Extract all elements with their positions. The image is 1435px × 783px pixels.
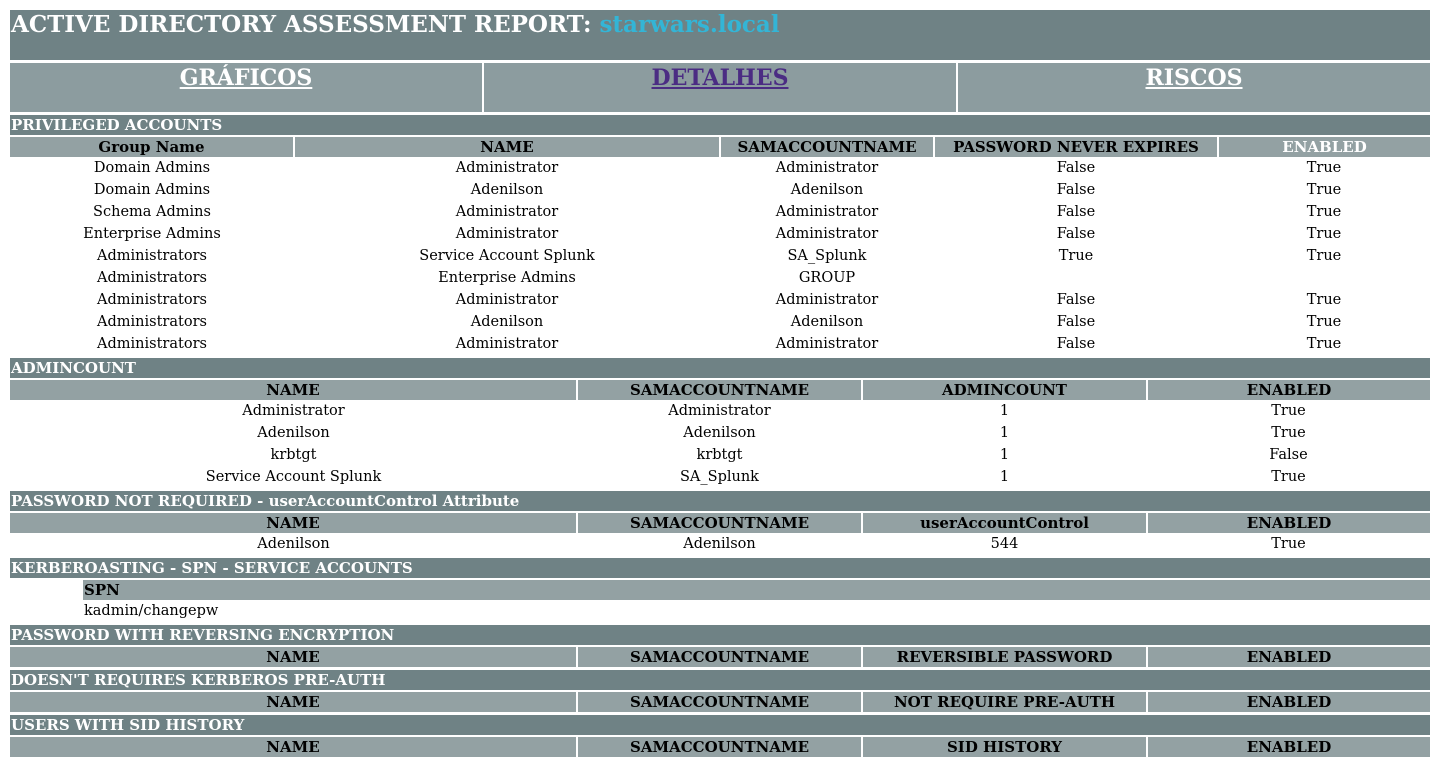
- cell-name: Service Account Splunk: [205, 469, 382, 485]
- column-header: SAMACCOUNTNAME: [577, 692, 862, 712]
- cell-samaccountname: SA_Splunk: [787, 248, 867, 264]
- cell-group-name: Administrators: [97, 336, 207, 352]
- column-header: NAME: [10, 692, 577, 712]
- cell-password-never-expires: False: [1056, 336, 1096, 352]
- table-row: [10, 267, 1430, 289]
- column-header: ENABLED: [1218, 137, 1430, 157]
- cell-enabled: True: [1306, 182, 1342, 198]
- cell-name: Administrator: [455, 226, 559, 242]
- tab-detalhes: [482, 63, 956, 112]
- admincount-table: [10, 380, 1430, 488]
- tab-graficos: [10, 63, 482, 112]
- column-header: SAMACCOUNTNAME: [577, 513, 862, 533]
- cell-name: Administrator: [455, 204, 559, 220]
- tab-riscos: [956, 63, 1430, 112]
- cell-name: Administrator: [242, 403, 345, 419]
- table-row: [10, 245, 1430, 267]
- cell-enabled: [1218, 267, 1430, 289]
- section-admincount: ADMINCOUNT: [10, 358, 1430, 378]
- table-header-row: [10, 380, 1430, 400]
- cell-group-name: Administrators: [97, 270, 207, 286]
- table-row: [10, 157, 1430, 179]
- section-kerberoasting: KERBEROASTING - SPN - SERVICE ACCOUNTS: [10, 558, 1430, 578]
- cell-password-never-expires: False: [1056, 292, 1096, 308]
- cell-password-never-expires: False: [1056, 226, 1096, 242]
- spn-table: [83, 580, 1430, 622]
- column-header: SAMACCOUNTNAME: [577, 737, 862, 757]
- cell-enabled: True: [1271, 469, 1306, 485]
- cell-password-never-expires: False: [1056, 160, 1096, 176]
- column-header: userAccountControl: [862, 513, 1147, 533]
- cell-password-never-expires: [934, 267, 1218, 289]
- table-header-row: [10, 692, 1430, 712]
- cell-enabled: True: [1306, 248, 1342, 264]
- spn-header: SPN: [83, 580, 1430, 600]
- section-kerberos-preauth: DOESN'T REQUIRES KERBEROS PRE-AUTH: [10, 670, 1430, 690]
- cell-enabled: True: [1306, 336, 1342, 352]
- cell-enabled: True: [1271, 403, 1306, 419]
- cell-name: Adenilson: [257, 536, 330, 552]
- column-header: NAME: [10, 513, 577, 533]
- graficos-link[interactable]: GRÁFICOS: [179, 65, 313, 91]
- table-row: [10, 289, 1430, 311]
- column-header: SID HISTORY: [862, 737, 1147, 757]
- section-sid-history: USERS WITH SID HISTORY: [10, 715, 1430, 735]
- table-header-row: [10, 137, 1430, 157]
- cell-password-never-expires: False: [1056, 204, 1096, 220]
- table-row: [10, 533, 1430, 555]
- cell-enabled: True: [1306, 292, 1342, 308]
- cell-samaccountname: Administrator: [668, 403, 771, 419]
- table-header-row: [10, 737, 1430, 757]
- cell-name: Service Account Splunk: [419, 248, 595, 264]
- report-title: ACTIVE DIRECTORY ASSESSMENT REPORT:: [11, 11, 600, 38]
- cell-samaccountname: Adenilson: [790, 182, 864, 198]
- column-header: NOT REQUIRE PRE-AUTH: [862, 692, 1147, 712]
- cell-samaccountname: Adenilson: [683, 425, 756, 441]
- cell-enabled: True: [1306, 314, 1342, 330]
- cell-password-never-expires: False: [1056, 182, 1096, 198]
- table-row: [10, 201, 1430, 223]
- cell-name: Adenilson: [257, 425, 330, 441]
- table-row: [10, 311, 1430, 333]
- cell-name: Administrator: [455, 292, 559, 308]
- cell-group-name: Domain Admins: [93, 160, 211, 176]
- cell-password-never-expires: False: [1056, 314, 1096, 330]
- cell-enabled: False: [1269, 447, 1308, 463]
- cell-group-name: Administrators: [97, 248, 207, 264]
- cell-enabled: True: [1306, 160, 1342, 176]
- column-header: ENABLED: [1147, 737, 1430, 757]
- table-header-row: [10, 647, 1430, 667]
- cell-group-name: Schema Admins: [93, 204, 211, 220]
- cell-name: Administrator: [455, 336, 559, 352]
- column-header: NAME: [10, 647, 577, 667]
- riscos-link[interactable]: RISCOS: [1145, 65, 1243, 91]
- cell-admincount: 1: [999, 403, 1010, 419]
- section-password-not-required: PASSWORD NOT REQUIRED - userAccountControl Attribute: [10, 491, 1430, 511]
- table-row: [10, 400, 1430, 422]
- table-row: [10, 333, 1430, 355]
- cell-group-name: Domain Admins: [93, 182, 211, 198]
- table-row: [10, 422, 1430, 444]
- table-header-row: [10, 513, 1430, 533]
- column-header: PASSWORD NEVER EXPIRES: [934, 137, 1218, 157]
- column-header: NAME: [294, 137, 720, 157]
- table-row: [10, 466, 1430, 488]
- cell-name: Enterprise Admins: [438, 270, 576, 286]
- cell-password-never-expires: True: [1058, 248, 1094, 264]
- cell-group-name: Administrators: [97, 292, 207, 308]
- cell-samaccountname: Administrator: [775, 292, 879, 308]
- spn-value: kadmin/changepw: [84, 603, 219, 619]
- cell-group-name: Administrators: [97, 314, 207, 330]
- cell-admincount: 1: [999, 469, 1010, 485]
- cell-samaccountname: Adenilson: [683, 536, 756, 552]
- cell-enabled: True: [1306, 204, 1342, 220]
- column-header: ENABLED: [1147, 692, 1430, 712]
- cell-admincount: 1: [999, 425, 1010, 441]
- nav-bar: [10, 63, 1430, 112]
- column-header: SAMACCOUNTNAME: [577, 380, 862, 400]
- column-header: ENABLED: [1147, 513, 1430, 533]
- privileged-accounts-table: [10, 137, 1430, 355]
- cell-name: Adenilson: [470, 314, 544, 330]
- column-header: NAME: [10, 737, 577, 757]
- cell-name: Adenilson: [470, 182, 544, 198]
- cell-enabled: True: [1271, 425, 1306, 441]
- cell-samaccountname: Administrator: [775, 160, 879, 176]
- sid-history-table: [10, 737, 1430, 757]
- cell-samaccountname: GROUP: [798, 270, 856, 286]
- table-row: [10, 444, 1430, 466]
- kerberos-preauth-table: [10, 692, 1430, 712]
- cell-enabled: True: [1306, 226, 1342, 242]
- column-header: ENABLED: [1147, 647, 1430, 667]
- cell-admincount: 1: [999, 447, 1010, 463]
- cell-samaccountname: SA_Splunk: [680, 469, 759, 485]
- cell-samaccountname: krbtgt: [696, 447, 743, 463]
- report: [10, 10, 1430, 757]
- domain-name: starwars.local: [599, 11, 780, 38]
- column-header: ENABLED: [1147, 380, 1430, 400]
- detalhes-link[interactable]: DETALHES: [651, 65, 789, 91]
- section-reversible-encryption: PASSWORD WITH REVERSING ENCRYPTION: [10, 625, 1430, 645]
- report-header: [10, 10, 1430, 60]
- cell-useraccountcontrol: 544: [990, 536, 1019, 552]
- table-row: [10, 179, 1430, 201]
- column-header: SAMACCOUNTNAME: [720, 137, 934, 157]
- column-header: ADMINCOUNT: [862, 380, 1147, 400]
- column-header: SAMACCOUNTNAME: [577, 647, 862, 667]
- column-header: NAME: [10, 380, 577, 400]
- cell-samaccountname: Administrator: [775, 226, 879, 242]
- reversible-encryption-table: [10, 647, 1430, 667]
- section-privileged-accounts: PRIVILEGED ACCOUNTS: [10, 115, 1430, 135]
- cell-samaccountname: Administrator: [775, 336, 879, 352]
- cell-name: Administrator: [455, 160, 559, 176]
- column-header: REVERSIBLE PASSWORD: [862, 647, 1147, 667]
- cell-samaccountname: Administrator: [775, 204, 879, 220]
- cell-samaccountname: Adenilson: [790, 314, 864, 330]
- password-not-required-table: [10, 513, 1430, 555]
- cell-enabled: True: [1271, 536, 1306, 552]
- table-row: [10, 223, 1430, 245]
- cell-group-name: Enterprise Admins: [83, 226, 221, 242]
- cell-name: krbtgt: [270, 447, 317, 463]
- column-header: Group Name: [10, 137, 294, 157]
